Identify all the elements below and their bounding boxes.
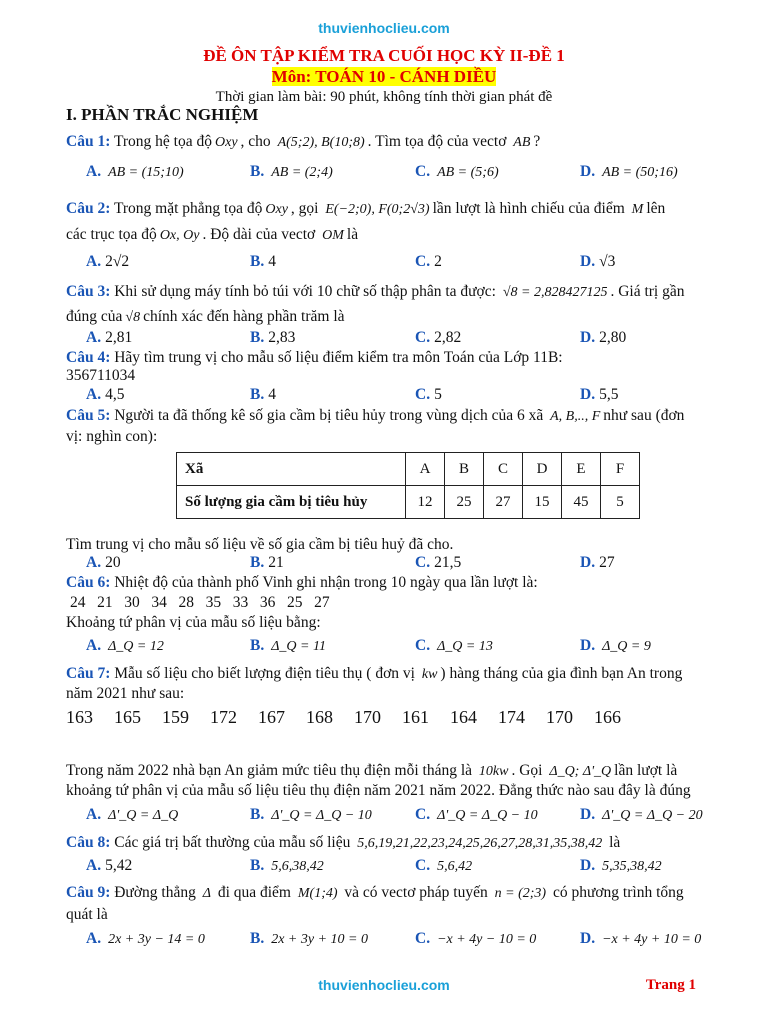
q2-option-d-value: √3 <box>599 253 616 270</box>
q8-option-d[interactable] <box>580 857 665 875</box>
q4-option-a-value: 4,5 <box>105 386 125 403</box>
q9-option-b-letter: B. <box>250 930 265 947</box>
q9-option-d[interactable] <box>580 930 704 948</box>
q7-option-b-letter: B. <box>250 806 265 823</box>
q8-option-a[interactable] <box>86 857 132 875</box>
table-col-header: D <box>523 453 562 486</box>
q7-text-2: ) hàng tháng của gia đình bạn An trong <box>440 665 683 682</box>
q2-option-a[interactable] <box>86 253 129 271</box>
q3-line2-text-2: chính xác đến hàng phần trăm là <box>143 308 345 325</box>
q8-option-c-value: 5,6,42 <box>437 859 473 874</box>
q9-text-3: và có vectơ pháp tuyến <box>344 884 488 901</box>
q4-option-c-letter: C. <box>415 386 431 403</box>
q2-math-3: M <box>631 202 644 217</box>
q3-option-a-letter: A. <box>86 329 102 346</box>
q1-option-b[interactable] <box>250 163 336 181</box>
q5-option-b[interactable] <box>250 554 284 572</box>
q6-option-a-value: Δ_Q = 12 <box>108 639 164 654</box>
q7-label: Câu 7: <box>66 665 111 682</box>
q2-text-1: Trong mặt phẳng tọa độ <box>113 200 263 217</box>
data-table <box>176 452 640 519</box>
q7-option-c-letter: C. <box>415 806 431 823</box>
q5-option-c-letter: C. <box>415 554 431 571</box>
q1-option-d[interactable] <box>580 163 681 181</box>
q8-option-d-letter: D. <box>580 857 596 874</box>
q4-option-a[interactable] <box>86 386 124 404</box>
q3-text-2: . Giá trị gần <box>610 283 685 300</box>
q1-math-2: A(5;2), B(10;8) <box>277 135 365 150</box>
table-header-cell: Số lượng gia cầm bị tiêu hủy <box>177 486 406 519</box>
q7-p1-text-1: Trong năm 2022 nhà bạn An giảm mức tiêu thụ điện mỗi tháng là <box>66 762 473 779</box>
q8-option-a-letter: A. <box>86 857 102 874</box>
q8-option-b-letter: B. <box>250 857 265 874</box>
table-col-header: E <box>562 453 601 486</box>
q5-option-d-value: 27 <box>599 554 615 571</box>
table-cell: 45 <box>562 486 601 519</box>
q9-option-c-value: −x + 4y − 10 = 0 <box>437 932 537 947</box>
site-header-link[interactable]: thuvienhoclieu.com <box>318 20 450 36</box>
q2-label: Câu 2: <box>66 200 111 217</box>
question-2 <box>66 200 665 218</box>
q3-option-d-letter: D. <box>580 329 596 346</box>
q2-option-b-value: 4 <box>268 253 276 270</box>
site-footer-link[interactable]: thuvienhoclieu.com <box>318 977 450 993</box>
table-header-cell: Xã <box>177 453 406 486</box>
question-9 <box>66 884 684 902</box>
q2-line2-text-2: . Độ dài của vectơ <box>202 226 316 243</box>
q7-option-d-value: Δ'_Q = Δ_Q − 20 <box>602 808 703 823</box>
q9-option-a-value: 2x + 3y − 14 = 0 <box>108 932 205 947</box>
table-cell: 12 <box>406 486 445 519</box>
question-5 <box>66 407 684 425</box>
q1-option-a-value: AB = (15;10) <box>108 165 184 180</box>
q7-paragraph-2: khoảng tứ phân vị của mẫu số liệu tiêu thụ điện năm 2021 năm 2022. Đẳng thức nào sau đây là đúng <box>66 782 691 799</box>
table-cell: 15 <box>523 486 562 519</box>
q1-math-3: AB <box>513 135 531 150</box>
q5-text-2: như sau (đơn <box>603 407 685 424</box>
q1-option-c-letter: C. <box>415 163 431 180</box>
q7-line-2: năm 2021 như sau: <box>66 685 185 702</box>
q6-option-a[interactable] <box>86 637 167 655</box>
q2-line2-math-2: OM <box>322 228 344 243</box>
q1-option-a-letter: A. <box>86 163 102 180</box>
q1-text-3: . Tìm tọa độ của vectơ <box>367 133 507 150</box>
q8-option-c[interactable] <box>415 857 475 875</box>
q9-math-2: M(1;4) <box>297 886 338 901</box>
q9-option-b-value: 2x + 3y + 10 = 0 <box>271 932 368 947</box>
question-8 <box>66 834 620 852</box>
table-col-header: F <box>601 453 640 486</box>
q8-math-1: 5,6,19,21,22,23,24,25,26,27,28,31,35,38,42 <box>357 836 603 851</box>
q3-line2-math: √8 <box>125 310 141 325</box>
q1-option-c-value: AB = (5;6) <box>437 165 499 180</box>
q9-option-c[interactable] <box>415 930 539 948</box>
q1-option-d-letter: D. <box>580 163 596 180</box>
q5-option-b-value: 21 <box>268 554 284 571</box>
q1-option-d-value: AB = (50;16) <box>602 165 678 180</box>
q9-option-d-letter: D. <box>580 930 596 947</box>
q4-option-c[interactable] <box>415 386 442 404</box>
q7-option-a[interactable] <box>86 806 181 824</box>
q5-math-1: A, B,.., F <box>550 409 601 424</box>
q9-option-a-letter: A. <box>86 930 102 947</box>
q4-option-a-letter: A. <box>86 386 102 403</box>
exam-subject <box>0 67 768 87</box>
q6-option-b-value: Δ_Q = 11 <box>271 639 326 654</box>
q3-option-c[interactable] <box>415 329 461 347</box>
q3-option-b-letter: B. <box>250 329 265 346</box>
q8-option-a-value: 5,42 <box>105 857 133 874</box>
q6-option-a-letter: A. <box>86 637 102 654</box>
q2-line2-math-1: Ox, Oy <box>159 228 200 243</box>
q5-option-a[interactable] <box>86 554 121 572</box>
q7-text-1: Mẫu số liệu cho biết lượng điện tiêu thụ ( đơn vị <box>114 665 415 682</box>
q7-p1-text-3: lần lượt là <box>614 762 678 779</box>
q7-option-b-value: Δ'_Q = Δ_Q − 10 <box>271 808 372 823</box>
q2-text-2: , gọi <box>290 200 319 217</box>
q7-p1-text-2: . Gọi <box>511 762 543 779</box>
q2-text-3: lần lượt là hình chiếu của điểm <box>432 200 625 217</box>
q2-math-1: Oxy <box>265 202 288 217</box>
q8-option-c-letter: C. <box>415 857 431 874</box>
q9-math-1: Δ <box>202 886 211 901</box>
q6-option-c[interactable] <box>415 637 496 655</box>
q4-option-d[interactable] <box>580 386 618 404</box>
q9-text-2: đi qua điểm <box>217 884 291 901</box>
q2-option-d-letter: D. <box>580 253 596 270</box>
q1-text-1: Trong hệ tọa độ <box>113 133 212 150</box>
table-cell: 5 <box>601 486 640 519</box>
q1-option-a[interactable] <box>86 163 187 181</box>
q6-option-b-letter: B. <box>250 637 265 654</box>
q3-option-b[interactable] <box>250 329 295 347</box>
table-cell: 25 <box>445 486 484 519</box>
q3-option-a-value: 2,81 <box>105 329 133 346</box>
time-note: Thời gian làm bài: 90 phút, không tính thời gian phát đề <box>215 89 553 105</box>
q7-option-a-letter: A. <box>86 806 102 823</box>
q2-option-c-letter: C. <box>415 253 431 270</box>
q3-label: Câu 3: <box>66 283 111 300</box>
q7-p1-math-2: Δ_Q; Δ'_Q <box>549 764 612 779</box>
q6-option-d[interactable] <box>580 637 654 655</box>
q6-data: 24 21 30 34 28 35 33 36 25 27 <box>70 594 330 611</box>
q3-option-d[interactable] <box>580 329 626 347</box>
q8-option-d-value: 5,35,38,42 <box>602 859 662 874</box>
q6-option-b[interactable] <box>250 637 329 655</box>
q3-option-b-value: 2,83 <box>268 329 296 346</box>
q2-text-4: lên <box>646 200 666 217</box>
q7-option-a-value: Δ'_Q = Δ_Q <box>108 808 179 823</box>
q7-option-d[interactable] <box>580 806 706 824</box>
q8-option-b[interactable] <box>250 857 327 875</box>
exam-title: ĐỀ ÔN TẬP KIỂM TRA CUỐI HỌC KỲ II-ĐỀ 1 <box>203 46 565 65</box>
q2-option-a-letter: A. <box>86 253 102 270</box>
q4-data: 356711034 <box>66 367 136 384</box>
q4-text-1: Hãy tìm trung vị cho mẫu số liệu điểm kiểm tra môn Toán của Lớp 11B: <box>114 349 563 366</box>
question-3 <box>66 283 685 301</box>
section-title: I. PHẦN TRẮC NGHIỆM <box>66 105 259 124</box>
q9-text-1: Đường thẳng <box>114 884 196 901</box>
q2-option-c[interactable] <box>415 253 442 271</box>
q5-option-c-value: 21,5 <box>434 554 462 571</box>
q9-text-4: có phương trình tổng <box>552 884 684 901</box>
q5-option-d[interactable] <box>580 554 615 572</box>
q8-text-1: Các giá trị bất thường của mẫu số liệu <box>114 834 351 851</box>
page-number: Trang 1 <box>645 977 696 993</box>
table-col-header: B <box>445 453 484 486</box>
q3-option-c-value: 2,82 <box>434 329 462 346</box>
q9-option-b[interactable] <box>250 930 371 948</box>
q5-option-b-letter: B. <box>250 554 265 571</box>
table-col-header: A <box>406 453 445 486</box>
q7-option-d-letter: D. <box>580 806 596 823</box>
q2-option-d[interactable] <box>580 253 615 271</box>
q9-math-3: n = (2;3) <box>494 886 547 901</box>
question-6 <box>66 574 538 592</box>
q3-option-c-letter: C. <box>415 329 431 346</box>
q7-option-c[interactable] <box>415 806 541 824</box>
question-7 <box>66 665 682 683</box>
q8-text-2: là <box>609 834 621 851</box>
q6-option-d-value: Δ_Q = 9 <box>602 639 651 654</box>
q2-option-b[interactable] <box>250 253 276 271</box>
q7-option-b[interactable] <box>250 806 375 824</box>
q1-text-2: , cho <box>240 133 271 150</box>
q7-data: 163 165 159 172 167 168 170 161 164 174 170 166 <box>66 707 621 727</box>
q4-option-b-letter: B. <box>250 386 265 403</box>
question-4 <box>66 349 563 367</box>
q4-label: Câu 4: <box>66 349 111 366</box>
q5-line-2: vị: nghìn con): <box>66 428 158 445</box>
q2-line2-text-3: là <box>346 226 359 243</box>
q2-option-c-value: 2 <box>434 253 442 270</box>
table-row <box>177 453 640 486</box>
exam-subject-text: Môn: TOÁN 10 - CÁNH DIỀU <box>271 67 497 86</box>
q7-math-1: kw <box>421 667 438 682</box>
question-3-line-2 <box>66 308 345 326</box>
q9-label: Câu 9: <box>66 884 111 901</box>
q9-option-a[interactable] <box>86 930 208 948</box>
table-cell: 27 <box>484 486 523 519</box>
q4-option-c-value: 5 <box>434 386 442 403</box>
q2-line2-text-1: các trục tọa độ <box>66 226 157 243</box>
q5-after-text: Tìm trung vị cho mẫu số liệu về số gia cầm bị tiêu huỷ đã cho. <box>66 536 454 553</box>
question-2-line-2 <box>66 226 358 244</box>
q5-option-a-letter: A. <box>86 554 102 571</box>
q1-math-1: Oxy <box>215 135 238 150</box>
q3-option-d-value: 2,80 <box>599 329 627 346</box>
q1-text-4: ? <box>533 133 541 150</box>
q3-math-1: √8 = 2,828427125 <box>502 285 608 300</box>
q6-text-1: Nhiệt độ của thành phố Vinh ghi nhận trong 10 ngày qua lần lượt là: <box>114 574 538 591</box>
q7-p1-math-1: 10kw <box>478 764 509 779</box>
q5-option-a-value: 20 <box>105 554 121 571</box>
q1-option-c[interactable] <box>415 163 502 181</box>
q6-option-d-letter: D. <box>580 637 596 654</box>
q4-option-d-value: 5,5 <box>599 386 619 403</box>
q2-math-2: E(−2;0), F(0;2√3) <box>325 202 430 217</box>
q1-label: Câu 1: <box>66 133 111 150</box>
q4-option-d-letter: D. <box>580 386 596 403</box>
q8-label: Câu 8: <box>66 834 111 851</box>
q2-option-a-value: 2√2 <box>105 253 130 270</box>
q1-option-b-letter: B. <box>250 163 265 180</box>
q2-option-b-letter: B. <box>250 253 265 270</box>
question-1 <box>66 133 540 151</box>
q4-option-b-value: 4 <box>268 386 276 403</box>
q9-option-d-value: −x + 4y + 10 = 0 <box>602 932 702 947</box>
q7-paragraph-1 <box>66 762 677 780</box>
q4-option-b[interactable] <box>250 386 276 404</box>
q3-option-a[interactable] <box>86 329 132 347</box>
q7-option-c-value: Δ'_Q = Δ_Q − 10 <box>437 808 538 823</box>
q3-line2-text-1: đúng của <box>66 308 123 325</box>
q6-line-3: Khoảng tứ phân vị của mẫu số liệu bằng: <box>66 614 321 631</box>
q5-label: Câu 5: <box>66 407 111 424</box>
q6-label: Câu 6: <box>66 574 111 591</box>
q3-text-1: Khi sử dụng máy tính bỏ túi với 10 chữ số thập phân ta được: <box>114 283 496 300</box>
table-col-header: C <box>484 453 523 486</box>
table-row <box>177 486 640 519</box>
q9-line-2: quát là <box>66 906 108 923</box>
q5-option-d-letter: D. <box>580 554 596 571</box>
q6-option-c-letter: C. <box>415 637 431 654</box>
q9-option-c-letter: C. <box>415 930 431 947</box>
q5-text-1: Người ta đã thống kê số gia cầm bị tiêu hủy trong vùng dịch của 6 xã <box>114 407 544 424</box>
q5-option-c[interactable] <box>415 554 461 572</box>
q1-option-b-value: AB = (2;4) <box>271 165 333 180</box>
q8-option-b-value: 5,6,38,42 <box>271 859 324 874</box>
q6-option-c-value: Δ_Q = 13 <box>437 639 493 654</box>
